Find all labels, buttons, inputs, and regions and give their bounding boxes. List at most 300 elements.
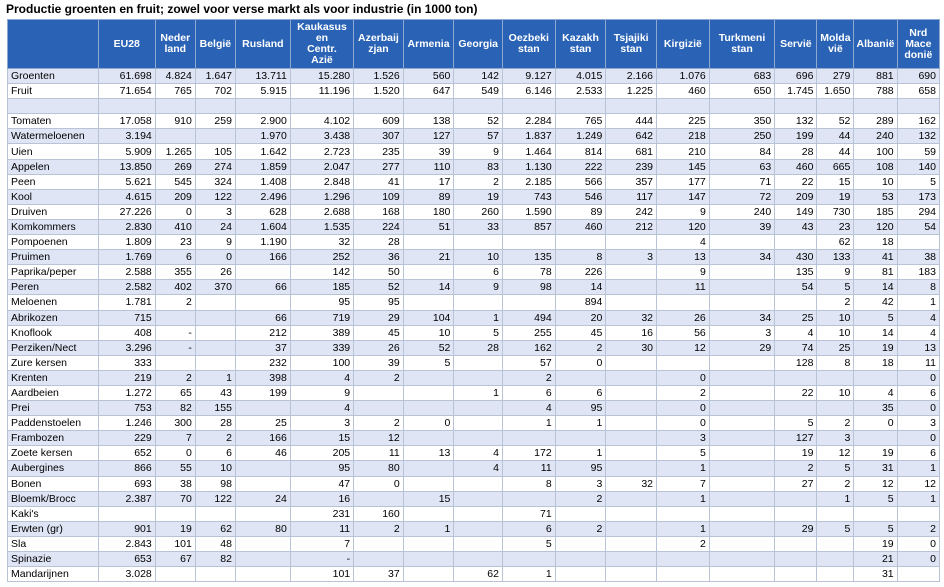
table-cell: 222 [555, 159, 606, 174]
table-cell: 122 [195, 189, 235, 204]
table-cell: 901 [98, 521, 155, 536]
table-cell: 1 [403, 521, 454, 536]
table-cell: 683 [709, 69, 774, 84]
table-cell: 145 [657, 159, 710, 174]
table-cell [235, 401, 290, 416]
table-row [8, 446, 940, 461]
table-cell: 8 [897, 280, 939, 295]
row-label: Pruimen [8, 250, 99, 265]
table-cell [606, 461, 657, 476]
table-cell [403, 265, 454, 280]
table-cell: 0 [195, 250, 235, 265]
table-cell: 33 [454, 219, 503, 234]
table-cell: 43 [775, 219, 817, 234]
row-label: Fruit [8, 84, 99, 99]
table-cell: 38 [155, 476, 195, 491]
row-label: Meloenen [8, 295, 99, 310]
table-cell: 5 [454, 325, 503, 340]
table-cell: 6 [897, 385, 939, 400]
table-cell: 12 [897, 476, 939, 491]
table-cell: 47 [290, 476, 353, 491]
table-cell: 2.582 [98, 280, 155, 295]
table-cell: 1.642 [235, 144, 290, 159]
table-cell [195, 567, 235, 582]
table-cell [235, 476, 290, 491]
table-cell: 5.621 [98, 174, 155, 189]
table-cell [775, 567, 817, 582]
table-cell: 135 [775, 265, 817, 280]
table-cell: 11 [502, 461, 555, 476]
table-cell [403, 295, 454, 310]
table-cell: 8 [817, 355, 854, 370]
table-cell: 74 [775, 340, 817, 355]
table-cell: 108 [854, 159, 897, 174]
table-cell: 4.615 [98, 189, 155, 204]
table-cell: 166 [235, 250, 290, 265]
table-cell [403, 370, 454, 385]
table-cell: 460 [775, 159, 817, 174]
table-cell: 3 [290, 416, 353, 431]
table-cell: 199 [775, 129, 817, 144]
table-cell [454, 401, 503, 416]
table-cell: 218 [657, 129, 710, 144]
table-cell: 4.824 [155, 69, 195, 84]
table-cell: 665 [817, 159, 854, 174]
table-cell: 52 [403, 340, 454, 355]
table-cell: 11.196 [290, 84, 353, 99]
table-cell: 6 [454, 265, 503, 280]
table-cell [195, 295, 235, 310]
table-cell: 1.809 [98, 235, 155, 250]
table-cell: 1.464 [502, 144, 555, 159]
table-cell: 628 [235, 204, 290, 219]
table-cell: 32 [606, 476, 657, 491]
table-cell: 2 [354, 370, 404, 385]
table-cell: 66 [235, 280, 290, 295]
table-cell: 277 [354, 159, 404, 174]
table-cell: 1.604 [235, 219, 290, 234]
column-header-label: Kirgizië [663, 37, 702, 50]
header-row [8, 20, 940, 69]
table-cell [502, 552, 555, 567]
column-header-label: Albanië [856, 37, 895, 50]
table-cell: 910 [155, 114, 195, 129]
table-cell: 549 [454, 84, 503, 99]
table-cell: 46 [235, 446, 290, 461]
row-label: Prei [8, 401, 99, 416]
table-cell [403, 476, 454, 491]
table-cell: 52 [354, 280, 404, 295]
table-cell: 52 [454, 114, 503, 129]
table-cell: 0 [403, 416, 454, 431]
table-cell: 109 [354, 189, 404, 204]
table-cell: 14 [854, 325, 897, 340]
table-cell [606, 416, 657, 431]
table-cell: 6 [555, 385, 606, 400]
table-cell [195, 506, 235, 521]
table-cell [235, 506, 290, 521]
table-cell: 647 [403, 84, 454, 99]
table-cell: 2.284 [502, 114, 555, 129]
table-cell: 242 [606, 204, 657, 219]
table-cell: 55 [155, 461, 195, 476]
table-cell [606, 521, 657, 536]
table-cell: 430 [775, 250, 817, 265]
table-cell: 39 [354, 355, 404, 370]
row-label: Bloemk/Brocc [8, 491, 99, 506]
table-cell: 239 [606, 159, 657, 174]
table-cell: 95 [555, 401, 606, 416]
table-row [8, 506, 940, 521]
table-cell: 7 [155, 431, 195, 446]
table-cell: 11 [657, 280, 710, 295]
table-cell: 209 [775, 189, 817, 204]
table-cell: 35 [854, 401, 897, 416]
table-cell: 1.970 [235, 129, 290, 144]
table-cell: 324 [195, 174, 235, 189]
table-cell: 389 [290, 325, 353, 340]
table-cell: 24 [195, 219, 235, 234]
table-cell: 1 [555, 446, 606, 461]
table-cell: 693 [98, 476, 155, 491]
table-cell: 100 [854, 144, 897, 159]
column-header [98, 20, 155, 69]
row-label: Druiven [8, 204, 99, 219]
table-cell: 110 [403, 159, 454, 174]
row-label: Peen [8, 174, 99, 189]
table-cell [709, 567, 774, 582]
table-cell: 5 [897, 174, 939, 189]
table-cell: 53 [854, 189, 897, 204]
table-cell: 12 [657, 340, 710, 355]
table-cell: 229 [98, 431, 155, 446]
row-label: Tomaten [8, 114, 99, 129]
table-cell [709, 265, 774, 280]
table-cell: 2.533 [555, 84, 606, 99]
table-cell: 226 [555, 265, 606, 280]
table-cell: 398 [235, 370, 290, 385]
table-cell: 4 [854, 385, 897, 400]
table-cell [354, 552, 404, 567]
table-cell: 10 [817, 310, 854, 325]
table-cell [854, 370, 897, 385]
table-cell: 132 [775, 114, 817, 129]
table-row [8, 325, 940, 340]
table-cell: 81 [854, 265, 897, 280]
table-cell [195, 325, 235, 340]
table-cell: 21 [403, 250, 454, 265]
column-header [403, 20, 454, 69]
table-cell: 1 [657, 491, 710, 506]
table-cell: 5 [817, 461, 854, 476]
table-cell: 0 [657, 401, 710, 416]
table-cell: 881 [854, 69, 897, 84]
table-cell: 279 [817, 69, 854, 84]
table-cell: 274 [195, 159, 235, 174]
table-cell [709, 401, 774, 416]
table-cell: 9 [290, 385, 353, 400]
table-cell: 98 [195, 476, 235, 491]
table-cell: 21 [854, 552, 897, 567]
table-cell [403, 385, 454, 400]
table-cell [854, 431, 897, 446]
table-cell: 250 [709, 129, 774, 144]
row-label: Frambozen [8, 431, 99, 446]
table-cell: 0 [155, 204, 195, 219]
table-cell: 140 [897, 159, 939, 174]
row-label [8, 99, 99, 114]
table-cell: 185 [854, 204, 897, 219]
table-cell [709, 431, 774, 446]
table-cell: 12 [854, 476, 897, 491]
row-label: Watermeloenen [8, 129, 99, 144]
table-cell [709, 476, 774, 491]
table-cell: 4 [290, 370, 353, 385]
table-cell: 95 [555, 461, 606, 476]
row-label: Krenten [8, 370, 99, 385]
table-cell [775, 295, 817, 310]
table-row [8, 129, 940, 144]
table-cell [454, 355, 503, 370]
table-cell: 17 [403, 174, 454, 189]
table-cell: 2.588 [98, 265, 155, 280]
table-cell: 494 [502, 310, 555, 325]
table-cell [502, 431, 555, 446]
table-cell [709, 446, 774, 461]
table-row [8, 401, 940, 416]
table-cell: 1 [195, 370, 235, 385]
table-cell: 0 [854, 416, 897, 431]
row-label: Peren [8, 280, 99, 295]
table-cell: 9.127 [502, 69, 555, 84]
table-cell: 12 [354, 431, 404, 446]
table-cell: 38 [897, 250, 939, 265]
table-cell [98, 506, 155, 521]
table-cell [454, 476, 503, 491]
row-label: Bonen [8, 476, 99, 491]
table-cell: 5.915 [235, 84, 290, 99]
table-cell [502, 295, 555, 310]
table-cell [606, 567, 657, 582]
production-table [7, 19, 940, 582]
table-cell [657, 99, 710, 114]
table-cell: 23 [817, 219, 854, 234]
column-header [8, 20, 99, 69]
table-row [8, 114, 940, 129]
table-cell: 2.166 [606, 69, 657, 84]
table-row [8, 552, 940, 567]
table-cell: 9 [454, 280, 503, 295]
table-cell: 166 [235, 431, 290, 446]
table-cell [606, 401, 657, 416]
table-cell: 300 [155, 416, 195, 431]
table-cell [657, 295, 710, 310]
column-header [454, 20, 503, 69]
row-label: Spinazie [8, 552, 99, 567]
table-cell: - [155, 340, 195, 355]
table-cell: 2.830 [98, 219, 155, 234]
table-cell: 82 [155, 401, 195, 416]
table-cell: 135 [502, 250, 555, 265]
table-cell: 19 [775, 446, 817, 461]
table-cell [98, 99, 155, 114]
table-cell: 8 [502, 476, 555, 491]
table-cell: 34 [709, 310, 774, 325]
table-cell [775, 536, 817, 551]
table-cell: 177 [657, 174, 710, 189]
table-cell: 2 [155, 370, 195, 385]
column-header-label: Servië [780, 37, 812, 50]
row-label: Paddenstoelen [8, 416, 99, 431]
table-cell: 15 [817, 174, 854, 189]
table-cell: 730 [817, 204, 854, 219]
column-header-label: Rusland [242, 37, 284, 50]
column-header [354, 20, 404, 69]
table-cell: 37 [354, 567, 404, 582]
table-cell: 269 [155, 159, 195, 174]
table-cell: 1.130 [502, 159, 555, 174]
table-row [8, 235, 940, 250]
table-cell: 1.745 [775, 84, 817, 99]
table-cell: 147 [657, 189, 710, 204]
table-cell [709, 280, 774, 295]
table-cell: 0 [897, 431, 939, 446]
table-cell: 4 [502, 401, 555, 416]
table-cell: 10 [817, 325, 854, 340]
table-cell: 43 [195, 385, 235, 400]
table-cell [454, 536, 503, 551]
table-cell: 10 [195, 461, 235, 476]
table-cell: 260 [454, 204, 503, 219]
table-cell: 339 [290, 340, 353, 355]
table-cell: 95 [290, 461, 353, 476]
table-cell: 26 [657, 310, 710, 325]
table-cell [195, 129, 235, 144]
table-cell [555, 506, 606, 521]
column-header-label: Georgia [458, 37, 498, 50]
table-cell: 7 [290, 536, 353, 551]
table-cell: 2.496 [235, 189, 290, 204]
table-cell: 20 [555, 310, 606, 325]
table-cell: 715 [98, 310, 155, 325]
table-cell: 18 [854, 355, 897, 370]
table-cell [897, 99, 939, 114]
table-cell [403, 461, 454, 476]
table-cell: 2 [354, 521, 404, 536]
table-cell: 4 [775, 325, 817, 340]
table-cell [195, 310, 235, 325]
column-header-label: België [199, 37, 232, 50]
table-cell: 67 [155, 552, 195, 567]
table-cell: 2 [817, 416, 854, 431]
table-cell: 1.272 [98, 385, 155, 400]
table-cell: 765 [155, 84, 195, 99]
table-cell: 173 [897, 189, 939, 204]
row-label: Kaki's [8, 506, 99, 521]
table-cell: 1 [502, 416, 555, 431]
table-cell: 32 [606, 310, 657, 325]
table-cell: 408 [98, 325, 155, 340]
column-header [897, 20, 939, 69]
table-cell: 3.028 [98, 567, 155, 582]
table-cell [454, 370, 503, 385]
table-cell: 5 [817, 280, 854, 295]
table-cell: 155 [195, 401, 235, 416]
table-cell: 255 [502, 325, 555, 340]
table-cell [709, 355, 774, 370]
table-cell: 4 [897, 310, 939, 325]
table-cell [454, 99, 503, 114]
table-cell: 28 [354, 235, 404, 250]
table-cell: 460 [555, 219, 606, 234]
table-cell [775, 370, 817, 385]
table-cell: 133 [817, 250, 854, 265]
table-cell: 650 [709, 84, 774, 99]
table-cell: 41 [854, 250, 897, 265]
table-cell: 1.190 [235, 235, 290, 250]
table-cell: 2 [555, 491, 606, 506]
table-cell: 1.246 [98, 416, 155, 431]
table-row [8, 99, 940, 114]
table-cell: 460 [657, 84, 710, 99]
table-cell [454, 431, 503, 446]
table-cell: 101 [290, 567, 353, 582]
table-cell: 89 [555, 204, 606, 219]
table-cell: 14 [403, 280, 454, 295]
table-cell: 149 [775, 204, 817, 219]
table-cell: 48 [195, 536, 235, 551]
table-cell: 2.185 [502, 174, 555, 189]
table-cell: 142 [290, 265, 353, 280]
table-cell: 120 [657, 219, 710, 234]
table-cell [897, 235, 939, 250]
table-row [8, 69, 940, 84]
table-cell [854, 99, 897, 114]
table-cell: 224 [354, 219, 404, 234]
table-cell: 2.723 [290, 144, 353, 159]
table-cell [606, 370, 657, 385]
table-cell [897, 567, 939, 582]
column-header-label: Azerbaij zjan [358, 32, 399, 55]
table-cell: 410 [155, 219, 195, 234]
table-cell [709, 506, 774, 521]
column-header-label: Armenia [407, 37, 450, 50]
table-cell: 1.520 [354, 84, 404, 99]
table-cell: 0 [155, 446, 195, 461]
table-cell: 42 [854, 295, 897, 310]
table-cell: 1.296 [290, 189, 353, 204]
table-cell [709, 521, 774, 536]
table-cell [606, 431, 657, 446]
table-cell [817, 99, 854, 114]
table-cell: 11 [290, 521, 353, 536]
table-cell: 162 [502, 340, 555, 355]
table-cell: 28 [454, 340, 503, 355]
table-row [8, 219, 940, 234]
table-cell: 0 [897, 536, 939, 551]
table-cell: 95 [354, 295, 404, 310]
row-label: Sla [8, 536, 99, 551]
table-cell: 5 [854, 491, 897, 506]
table-cell: 3.438 [290, 129, 353, 144]
table-cell: 172 [502, 446, 555, 461]
table-cell: 2.688 [290, 204, 353, 219]
table-cell [290, 99, 353, 114]
table-cell: - [290, 552, 353, 567]
table-row [8, 567, 940, 582]
table-cell [502, 99, 555, 114]
table-cell: 80 [235, 521, 290, 536]
